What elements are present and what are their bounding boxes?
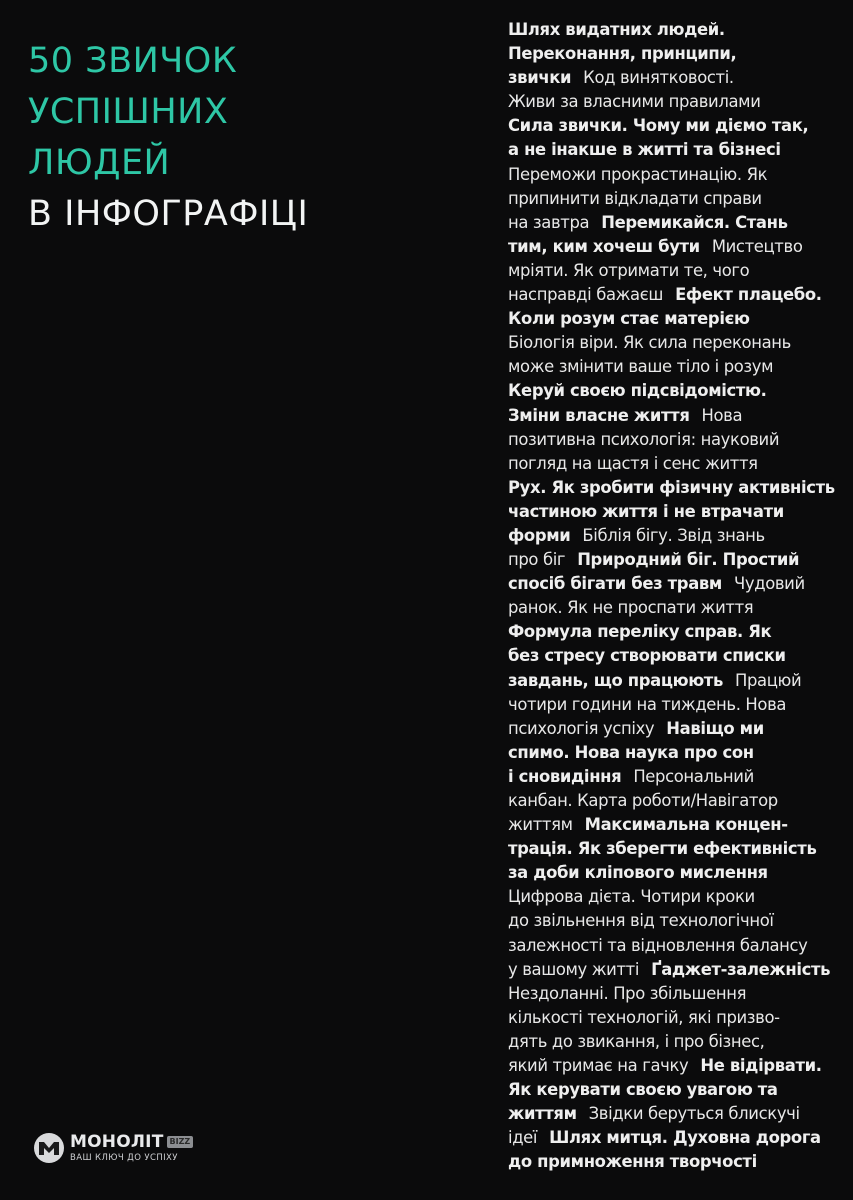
book-title: спосіб бігати без травм <box>508 574 722 594</box>
text-line <box>508 765 844 789</box>
text-line <box>508 1030 844 1054</box>
book-title: трація. Як зберегти ефективність <box>508 839 817 859</box>
book-title-regular: Живи за власними правилами <box>508 92 761 112</box>
book-title: і сновидіння <box>508 766 622 786</box>
book-title: до примноження творчості <box>508 1152 757 1172</box>
book-title-regular: дять до звикання, і про бізнес, <box>508 1031 765 1051</box>
text-line <box>508 934 844 958</box>
book-title-regular: припинити відкладати справи <box>508 188 762 208</box>
book-title-regular: у вашому житті <box>508 959 640 979</box>
text-line <box>508 235 844 259</box>
text-line <box>508 428 844 452</box>
text-line <box>508 500 844 524</box>
book-title-regular: Персональний <box>633 766 754 786</box>
title-line: 50 ЗВИЧОК <box>28 41 238 81</box>
text-line <box>508 1054 844 1078</box>
text-line <box>508 1078 844 1102</box>
title-line: ЛЮДЕЙ <box>28 143 171 183</box>
text-line <box>508 669 844 693</box>
text-line <box>508 90 844 114</box>
text-line <box>508 620 844 644</box>
book-title-regular: Нова <box>701 405 743 425</box>
book-title: завдань, що працюють <box>508 670 723 690</box>
book-list-text <box>508 18 844 1175</box>
book-title-regular: Цифрова дієта. Чотири кроки <box>508 887 755 907</box>
book-title-regular: на завтра <box>508 212 590 232</box>
text-line <box>508 452 844 476</box>
book-title-regular: може змінити ваше тіло і розум <box>508 357 774 377</box>
book-title-regular: Звідки беруться блискучі <box>588 1104 800 1124</box>
publisher-badge: BIZZ <box>167 1136 194 1148</box>
book-title: спимо. Нова наука про сон <box>508 742 754 762</box>
text-line <box>508 66 844 90</box>
text-line <box>508 379 844 403</box>
book-title-regular: психологія успіху <box>508 718 655 738</box>
text-line <box>508 837 844 861</box>
text-line <box>508 187 844 211</box>
text-line <box>508 259 844 283</box>
cover-title <box>28 36 308 240</box>
book-title: Рух. Як зробити фізичну активність <box>508 477 835 497</box>
book-title: Шлях видатних людей. <box>508 20 725 39</box>
book-title: Максимальна концен- <box>584 815 788 835</box>
book-title-regular: Код винятковості. <box>583 68 734 88</box>
publisher-slogan: ВАШ КЛЮЧ ДО УСПІХУ <box>70 1152 178 1163</box>
book-title: Зміни власне життя <box>508 405 690 425</box>
publisher-logo <box>34 1133 193 1163</box>
text-line <box>508 1006 844 1030</box>
book-title: Природний біг. Простий <box>577 550 800 570</box>
text-line <box>508 1102 844 1126</box>
book-title: форми <box>508 525 571 545</box>
text-line <box>508 1126 844 1150</box>
title-line: В ІНФОГРАФІЦІ <box>28 194 309 234</box>
book-title-regular: ідеї <box>508 1128 538 1148</box>
text-line <box>508 741 844 765</box>
text-line <box>508 331 844 355</box>
book-title: Не відірвати. <box>700 1056 822 1076</box>
text-line <box>508 813 844 837</box>
book-title: без стресу створювати списки <box>508 646 786 666</box>
book-title: Як керувати своєю увагою та <box>508 1080 778 1100</box>
text-line <box>508 307 844 331</box>
book-title: Перемикайся. Стань <box>601 212 788 232</box>
book-title: тим, ким хочеш бути <box>508 236 700 256</box>
book-title-regular: про біг <box>508 550 566 570</box>
book-title-regular: Біблія бігу. Звід знань <box>582 525 765 545</box>
book-title-regular: Біологія віри. Як сила переконань <box>508 333 791 353</box>
book-title-regular: Чудовий <box>733 574 805 594</box>
text-line <box>508 211 844 235</box>
text-line <box>508 138 844 162</box>
book-title: Навіщо ми <box>666 718 764 738</box>
text-line <box>508 548 844 572</box>
text-line <box>508 163 844 187</box>
text-line <box>508 355 844 379</box>
book-title: за доби кліпового мислення <box>508 863 768 883</box>
text-line <box>508 909 844 933</box>
book-title: звички <box>508 68 572 88</box>
text-line <box>508 861 844 885</box>
text-line <box>508 1150 844 1174</box>
book-title-regular: Нездоланні. Про збільшення <box>508 983 747 1003</box>
book-title: Ґаджет-залежність <box>651 959 831 979</box>
text-line <box>508 885 844 909</box>
book-title: частиною життя і не втрачати <box>508 501 784 521</box>
book-title-regular: мріяти. Як отримати те, чого <box>508 260 750 280</box>
text-line <box>508 644 844 668</box>
book-title-regular: канбан. Карта роботи/Навігатор <box>508 791 778 810</box>
book-title: Шлях митця. Духовна дорога <box>549 1128 821 1148</box>
publisher-name: МОНОЛІТ <box>70 1131 164 1152</box>
book-title-regular: Працюй <box>734 670 802 690</box>
text-line <box>508 114 844 138</box>
text-line <box>508 42 844 66</box>
title-line: УСПІШНИХ <box>28 92 229 132</box>
monolith-m-logo-icon <box>34 1133 64 1163</box>
text-line <box>508 717 844 741</box>
book-title-regular: Мистецтво <box>711 236 803 256</box>
book-title: Формула переліку справ. Як <box>508 622 772 642</box>
text-line <box>508 404 844 428</box>
text-line <box>508 693 844 717</box>
text-line <box>508 283 844 307</box>
text-line <box>508 524 844 548</box>
book-title-regular: погляд на щастя і сенс життя <box>508 453 758 473</box>
book-title: Сила звички. Чому ми діємо так, <box>508 116 809 136</box>
book-title-regular: життям <box>508 815 573 835</box>
book-title: а не інакше в житті та бізнесі <box>508 140 781 160</box>
book-title-regular: Переможи прокрастинацію. Як <box>508 164 768 184</box>
text-line <box>508 982 844 1006</box>
book-title-regular: ранок. Як не проспати життя <box>508 598 754 618</box>
book-title: життям <box>508 1104 577 1124</box>
book-title: Ефект плацебо. <box>675 285 822 305</box>
book-title-regular: до звільнення від технологічної <box>508 911 774 931</box>
book-title-regular: насправді бажаєш <box>508 285 664 305</box>
book-title: Керуй своєю підсвідомістю. <box>508 381 767 401</box>
book-title-regular: чотири години на тиждень. Нова <box>508 694 787 714</box>
book-title-regular: який тримає на гачку <box>508 1056 689 1076</box>
book-title-regular: залежності та відновлення балансу <box>508 935 808 955</box>
book-title: Коли розум стає матерією <box>508 309 750 329</box>
text-line <box>508 958 844 982</box>
book-title: Переконання, принципи, <box>508 44 737 64</box>
book-title-regular: кількості технологій, які призво- <box>508 1007 780 1027</box>
text-line <box>508 789 844 813</box>
text-line <box>508 18 844 42</box>
text-line <box>508 596 844 620</box>
book-title-regular: позитивна психологія: науковий <box>508 429 780 449</box>
text-line <box>508 572 844 596</box>
text-line <box>508 476 844 500</box>
